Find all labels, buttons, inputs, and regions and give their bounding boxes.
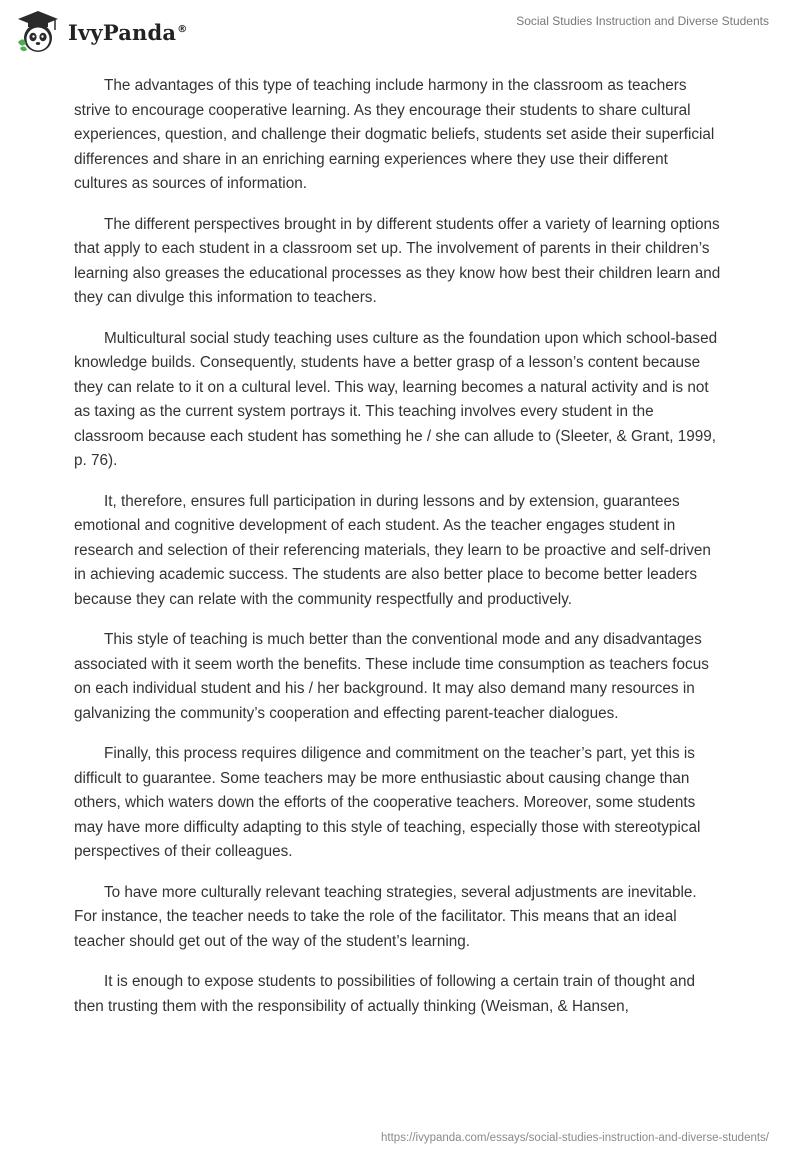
essay-body [74,74,722,1035]
paragraph-4: It, therefore, ensures full participation in during lessons and by extension, guarantees emotional and cognitive development of each student. As the teacher engages student in research and selection of their referencing materials, they learn to be proactive and self-driven in achieving academic success. The students are also better place to become better leaders because they can relate with the community respectfully and productively. [74,492,711,608]
paragraph-6: Finally, this process requires diligence and commitment on the teacher’s part, yet this is difficult to guarantee. Some teachers may be more enthusiastic about causing change than others, which waters down the efforts of the cooperative teachers. Moreover, some students may have more difficulty adapting to this style of teaching, especially those with stereotypical perspectives of their colleagues. [74,745,701,860]
page-header [0,0,800,70]
paragraph-2: The different perspectives brought in by different students offer a variety of learning options that apply to each student in a classroom set up. The involvement of parents in their children’s learning also greases the educational processes as they know how best their children learn and they can divulge this information to teachers. [74,215,721,306]
registered-mark: ® [177,23,188,35]
paragraph-3: Multicultural social study teaching uses culture as the foundation upon which school-based knowledge builds. Consequently, students have a better grasp of a lesson’s content because they can relate to it on a cultural level. This way, learning becomes a natural activity and is not as taxing as the current system portrays it. This teaching involves every student in the classroom because each student has something he / she can allude to (Sleeter, & Grant, 1999, p. 76). [74,329,718,469]
source-url-link[interactable]: https://ivypanda.com/essays/social-studies-instruction-and-diverse-students/ [381,1132,769,1144]
panda-graduation-cap-icon [14,8,62,56]
brand-name: IvyPanda® [68,19,188,45]
paragraph-7: To have more culturally relevant teaching strategies, several adjustments are inevitable. For instance, the teacher needs to take the role of the facilitator. This means that an ideal teacher should get out of the way of the student’s learning. [74,883,697,950]
paragraph-1: The advantages of this type of teaching include harmony in the classroom as teachers strive to encourage cooperative learning. As they encourage their students to share cultural experiences, question, and challenge their dogmatic beliefs, students set aside their superficial differences and share in an enriching earning experiences where they use their different cultures as sources of information. [74,77,715,192]
document-title: Social Studies Instruction and Diverse Students [516,14,769,28]
paragraph-5: This style of teaching is much better than the conventional mode and any disadvantages associated with it seem worth the benefits. These include time consumption as teachers focus on each individual student and his / her background. It may also demand many resources in galvanizing the community’s cooperation and effecting parent-teacher dialogues. [74,631,709,722]
ivypanda-logo[interactable] [14,8,187,56]
paragraph-8: It is enough to expose students to possibilities of following a certain train of thought and then trusting them with the responsibility of actually thinking (Weisman, & Hansen, [74,973,695,1015]
